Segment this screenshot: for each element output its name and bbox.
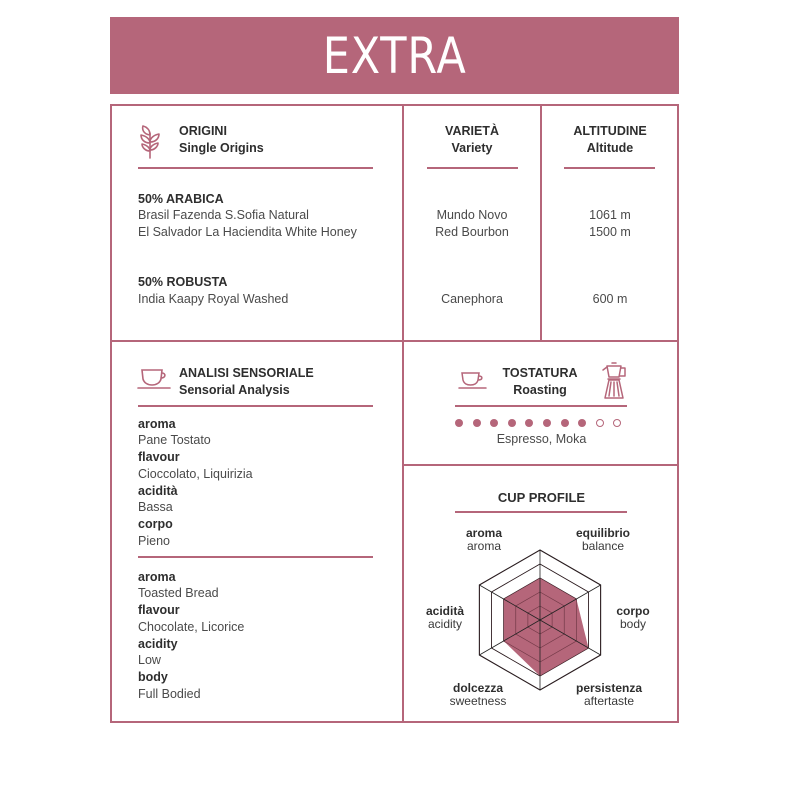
sensorial-value: Pane Tostato xyxy=(138,433,211,447)
title-banner xyxy=(110,17,679,94)
radar-axis-label-aroma: aroma aroma xyxy=(465,526,503,553)
roasting-heading: TOSTATURA xyxy=(502,366,578,380)
roasting-scale xyxy=(455,418,630,428)
sensorial-value: Low xyxy=(138,653,161,667)
sensorial-value: Toasted Bread xyxy=(138,586,219,600)
product-title: EXTRA xyxy=(322,26,467,85)
variety-value: Canephora xyxy=(441,292,503,306)
leaf-sprig-icon xyxy=(138,125,162,159)
cup-profile-heading: CUP PROFILE xyxy=(497,490,586,505)
sensorial-value: Pieno xyxy=(138,534,170,548)
sensorial-heading: ANALISI SENSORIALE xyxy=(179,366,314,380)
origins-rule xyxy=(138,167,373,169)
espresso-cup-icon xyxy=(458,370,488,390)
origin-item: India Kaapy Royal Washed xyxy=(138,292,289,306)
roasting-rule xyxy=(455,405,627,407)
roast-dot-filled xyxy=(455,419,463,427)
sensorial-label: flavour xyxy=(138,450,180,464)
origin-item: Brasil Fazenda S.Sofia Natural xyxy=(138,208,309,222)
sensorial-label: flavour xyxy=(138,603,180,617)
radar-axis-label-body: corpo body xyxy=(616,604,650,631)
divider-horizontal-middle xyxy=(110,340,679,342)
variety-heading: VARIETÀ xyxy=(445,124,499,138)
roast-dot-filled xyxy=(543,419,551,427)
roasting-subheading: Roasting xyxy=(513,383,567,397)
sensorial-separator xyxy=(138,556,373,558)
cup-profile-rule xyxy=(455,511,627,513)
sensorial-value: Full Bodied xyxy=(138,687,201,701)
variety-subheading: Variety xyxy=(451,141,493,155)
sensorial-value: Cioccolato, Liquirizia xyxy=(138,467,253,481)
coffee-cup-icon xyxy=(137,366,171,390)
altitude-rule xyxy=(564,167,655,169)
sensorial-label: body xyxy=(138,670,168,684)
moka-pot-icon xyxy=(600,362,628,400)
origins-heading: ORIGINI xyxy=(179,124,227,138)
altitude-value: 1061 m xyxy=(589,208,631,222)
roast-dot-filled xyxy=(473,419,481,427)
cup-profile-radar xyxy=(464,544,616,696)
roasting-methods: Espresso, Moka xyxy=(496,432,587,446)
sensorial-label: acidità xyxy=(138,484,178,498)
radar-axis-label-acidity: acidità acidity xyxy=(425,604,464,631)
roast-dot-empty xyxy=(596,419,604,427)
radar-value-area xyxy=(504,578,589,676)
sensorial-label: acidity xyxy=(138,637,178,651)
roast-dot-filled xyxy=(578,419,586,427)
origins-subheading: Single Origins xyxy=(179,141,264,155)
sensorial-subheading: Sensorial Analysis xyxy=(179,383,290,397)
sensorial-value: Bassa xyxy=(138,500,173,514)
altitude-value: 600 m xyxy=(592,292,628,306)
variety-value: Mundo Novo xyxy=(436,208,508,222)
divider-vertical-main xyxy=(402,104,404,723)
sensorial-label: aroma xyxy=(138,570,176,584)
divider-horizontal-right xyxy=(402,464,679,466)
roast-dot-filled xyxy=(490,419,498,427)
roast-dot-filled xyxy=(561,419,569,427)
origin-item: El Salvador La Haciendita White Honey xyxy=(138,225,357,239)
roast-dot-filled xyxy=(525,419,533,427)
variety-rule xyxy=(427,167,518,169)
radar-axis-label-sweetness: dolcezza sweetness xyxy=(449,681,507,708)
radar-axis-label-balance: equilibrio balance xyxy=(576,526,630,553)
roast-dot-empty xyxy=(613,419,621,427)
altitude-heading: ALTITUDINE xyxy=(573,124,647,138)
altitude-value: 1500 m xyxy=(589,225,631,239)
altitude-subheading: Altitude xyxy=(586,141,634,155)
radar-axis-label-aftertaste: persistenza aftertaste xyxy=(575,681,643,708)
roast-dot-filled xyxy=(508,419,516,427)
sensorial-rule xyxy=(138,405,373,407)
variety-value: Red Bourbon xyxy=(435,225,509,239)
robusta-title: 50% ROBUSTA xyxy=(138,275,228,289)
sensorial-label: aroma xyxy=(138,417,176,431)
sensorial-value: Chocolate, Licorice xyxy=(138,620,245,634)
sensorial-label: corpo xyxy=(138,517,173,531)
arabica-title: 50% ARABICA xyxy=(138,192,224,206)
